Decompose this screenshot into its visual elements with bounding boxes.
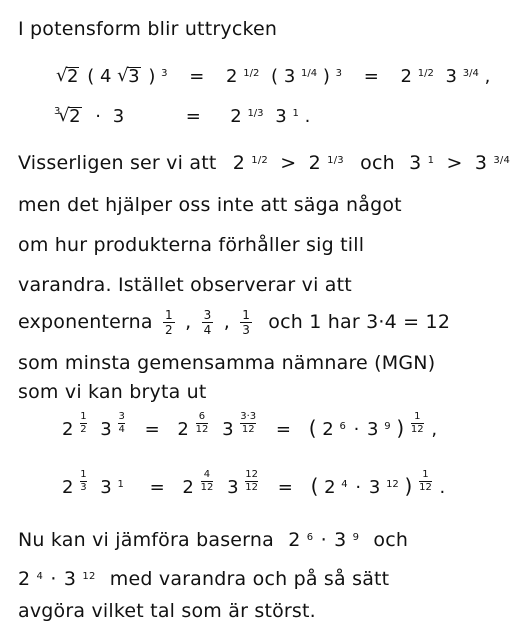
r3-l-base2: 3 <box>100 419 112 440</box>
r4-r-exp2: 12 <box>386 478 399 490</box>
b2-dot: · <box>50 568 57 590</box>
r3-r-base2: 3 <box>367 419 379 440</box>
text-exponenterna: exponenterna <box>18 311 153 333</box>
ineq-gt-1: > <box>280 152 297 174</box>
text-line-16 <box>18 568 389 590</box>
r3-m-exp2: $\frac{3\cdot 3}{12}$ <box>240 411 257 435</box>
r3-eq2: = <box>275 419 291 440</box>
ineq-gt-2: > <box>446 152 463 174</box>
r4-l-base2: 3 <box>100 477 112 498</box>
r3-r-dot: · <box>353 419 360 440</box>
r4-r-exp1: 4 <box>341 478 348 490</box>
ineq-d-base: 3 <box>474 152 488 174</box>
r3-m-base2: 3 <box>222 419 234 440</box>
text-avgora: avgöra vilket tal som är störst. <box>18 600 316 622</box>
r3-m-exp1: $\frac{6}{12}$ <box>195 411 209 435</box>
b1-base1: 2 <box>288 529 301 551</box>
r4-rparen: ) <box>404 474 413 498</box>
base-3-rhs: 3 <box>445 66 457 87</box>
b2-base1: 2 <box>18 568 31 590</box>
frac-1-3: $\frac{1}{3}$ <box>242 308 251 337</box>
r4-r-dot: · <box>355 477 362 498</box>
exp-three-quarters-rhs: 3/4 <box>462 67 479 79</box>
r4-l-base1: 2 <box>62 477 74 498</box>
exp-quarter: 1/4 <box>301 67 318 79</box>
r4-l-exp2: 1 <box>117 478 124 490</box>
text-intro: I potensform blir uttrycken <box>18 18 278 40</box>
text-line-6 <box>18 194 402 216</box>
base-3: 3 <box>275 106 287 127</box>
exp-outer-3: 3 <box>335 67 342 79</box>
b1-exp2: 9 <box>352 531 360 543</box>
paren-group: ( <box>271 66 279 87</box>
r3-l-base1: 2 <box>62 419 74 440</box>
text-line-1 <box>18 18 277 40</box>
sqrt-2: √ 2 <box>56 66 79 88</box>
r4-m-base1: 2 <box>182 477 194 498</box>
r4-m-exp2: $\frac{12}{12}$ <box>245 469 258 493</box>
ineq-c-exp: 1 <box>427 154 435 166</box>
text-line-15 <box>18 529 408 551</box>
text-om: om hur produkterna förhåller sig till <box>18 234 365 256</box>
text-line-5 <box>18 152 510 174</box>
text-line-10 <box>18 352 435 374</box>
exp-1: 1 <box>292 107 299 119</box>
r3-l-exp1: $\frac{1}{2}$ <box>80 411 87 435</box>
ineq-b-base: 2 <box>308 152 321 174</box>
coeff-4: 4 <box>99 66 112 87</box>
math-row-2 <box>56 106 310 131</box>
ineq-b-exp: 1/3 <box>327 154 344 166</box>
ineq-c-base: 3 <box>409 152 422 174</box>
period: . <box>304 106 311 127</box>
b2-exp1: 4 <box>36 570 44 582</box>
r4-r-outer-exp: $\frac{1}{12}$ <box>419 469 432 493</box>
text-men: men det hjälper oss inte att säga något <box>18 194 402 216</box>
r4-r-base2: 3 <box>368 477 381 498</box>
text-line-9 <box>18 309 450 336</box>
three: 3 <box>112 106 125 127</box>
text-som-minsta: som minsta gemensamma nämnare (MGN) <box>18 352 436 374</box>
base-2: 2 <box>230 106 242 127</box>
text-line-17 <box>18 600 316 622</box>
text-och-1: och 1 har 3·4 = 12 <box>268 311 451 333</box>
math-row-3 <box>62 411 438 441</box>
math-row-1 <box>56 66 490 88</box>
ineq-d-exp: 3/4 <box>493 154 510 166</box>
exp-third: 1/3 <box>247 107 264 119</box>
r3-r-exp2: 9 <box>384 420 391 432</box>
comma-1: , <box>185 311 192 333</box>
r4-period: . <box>439 477 446 498</box>
text-nu-kan: Nu kan vi jämföra baserna <box>18 529 274 551</box>
b1-exp1: 6 <box>306 531 314 543</box>
r4-eq1: = <box>149 477 165 498</box>
r4-eq2: = <box>277 477 293 498</box>
equals-2: = <box>363 66 379 87</box>
exp-half-rhs: 1/2 <box>417 67 434 79</box>
r3-lparen: ( <box>308 416 317 440</box>
sqrt-3: √ 3 <box>117 66 140 88</box>
text-och: och <box>360 152 395 174</box>
frac-3-4: $\frac{3}{4}$ <box>203 308 212 337</box>
base-2: 2 <box>226 66 238 87</box>
exp-half: 1/2 <box>243 67 260 79</box>
exp-3: 3 <box>161 67 168 79</box>
cuberoot-2: √ 2 <box>58 106 81 128</box>
b2-base2: 3 <box>63 568 77 590</box>
r3-l-exp2: $\frac{3}{4}$ <box>118 411 125 435</box>
r4-m-base2: 3 <box>227 477 239 498</box>
root-index-3: 3 <box>54 106 61 117</box>
text-och-2: och <box>373 529 409 551</box>
math-row-4 <box>62 469 446 499</box>
b1-base2: 3 <box>334 529 347 551</box>
b1-dot: · <box>320 529 327 551</box>
paren-left: ( <box>87 66 95 87</box>
r3-m-base1: 2 <box>177 419 189 440</box>
ineq-a-base: 2 <box>232 152 246 174</box>
r3-r-base1: 2 <box>322 419 334 440</box>
text-bryta-ut: som vi kan bryta ut <box>18 381 207 403</box>
text-line-8 <box>18 274 352 296</box>
equals-1: = <box>189 66 205 87</box>
comma-2: , <box>223 311 230 333</box>
dot: · <box>95 106 102 127</box>
r4-lparen: ( <box>310 474 319 498</box>
r3-eq1: = <box>144 419 160 440</box>
ineq-a-exp: 1/2 <box>251 154 268 166</box>
b2-exp2: 12 <box>82 570 96 582</box>
paren-group-close: ) <box>322 66 330 87</box>
text-med-varandra: med varandra och på så sätt <box>109 568 390 590</box>
paren-right: ) <box>148 66 156 87</box>
text-line-7 <box>18 234 364 256</box>
r3-r-exp1: 6 <box>339 420 346 432</box>
r3-comma: , <box>431 419 438 440</box>
r4-l-exp1: $\frac{1}{3}$ <box>80 469 87 493</box>
r3-rparen: ) <box>396 416 405 440</box>
base-3: 3 <box>283 66 296 87</box>
text-visserligen: Visserligen ser vi att <box>18 152 217 174</box>
equals: = <box>185 106 201 127</box>
base-2-rhs: 2 <box>400 66 412 87</box>
r4-r-base1: 2 <box>324 477 336 498</box>
text-varandra: varandra. Istället observerar vi att <box>18 274 352 296</box>
text-line-11 <box>18 381 207 403</box>
frac-1-2: $\frac{1}{2}$ <box>165 308 173 337</box>
r4-m-exp1: $\frac{4}{12}$ <box>200 469 214 493</box>
r3-r-outer-exp: $\frac{1}{12}$ <box>410 411 424 435</box>
comma: , <box>484 66 491 87</box>
